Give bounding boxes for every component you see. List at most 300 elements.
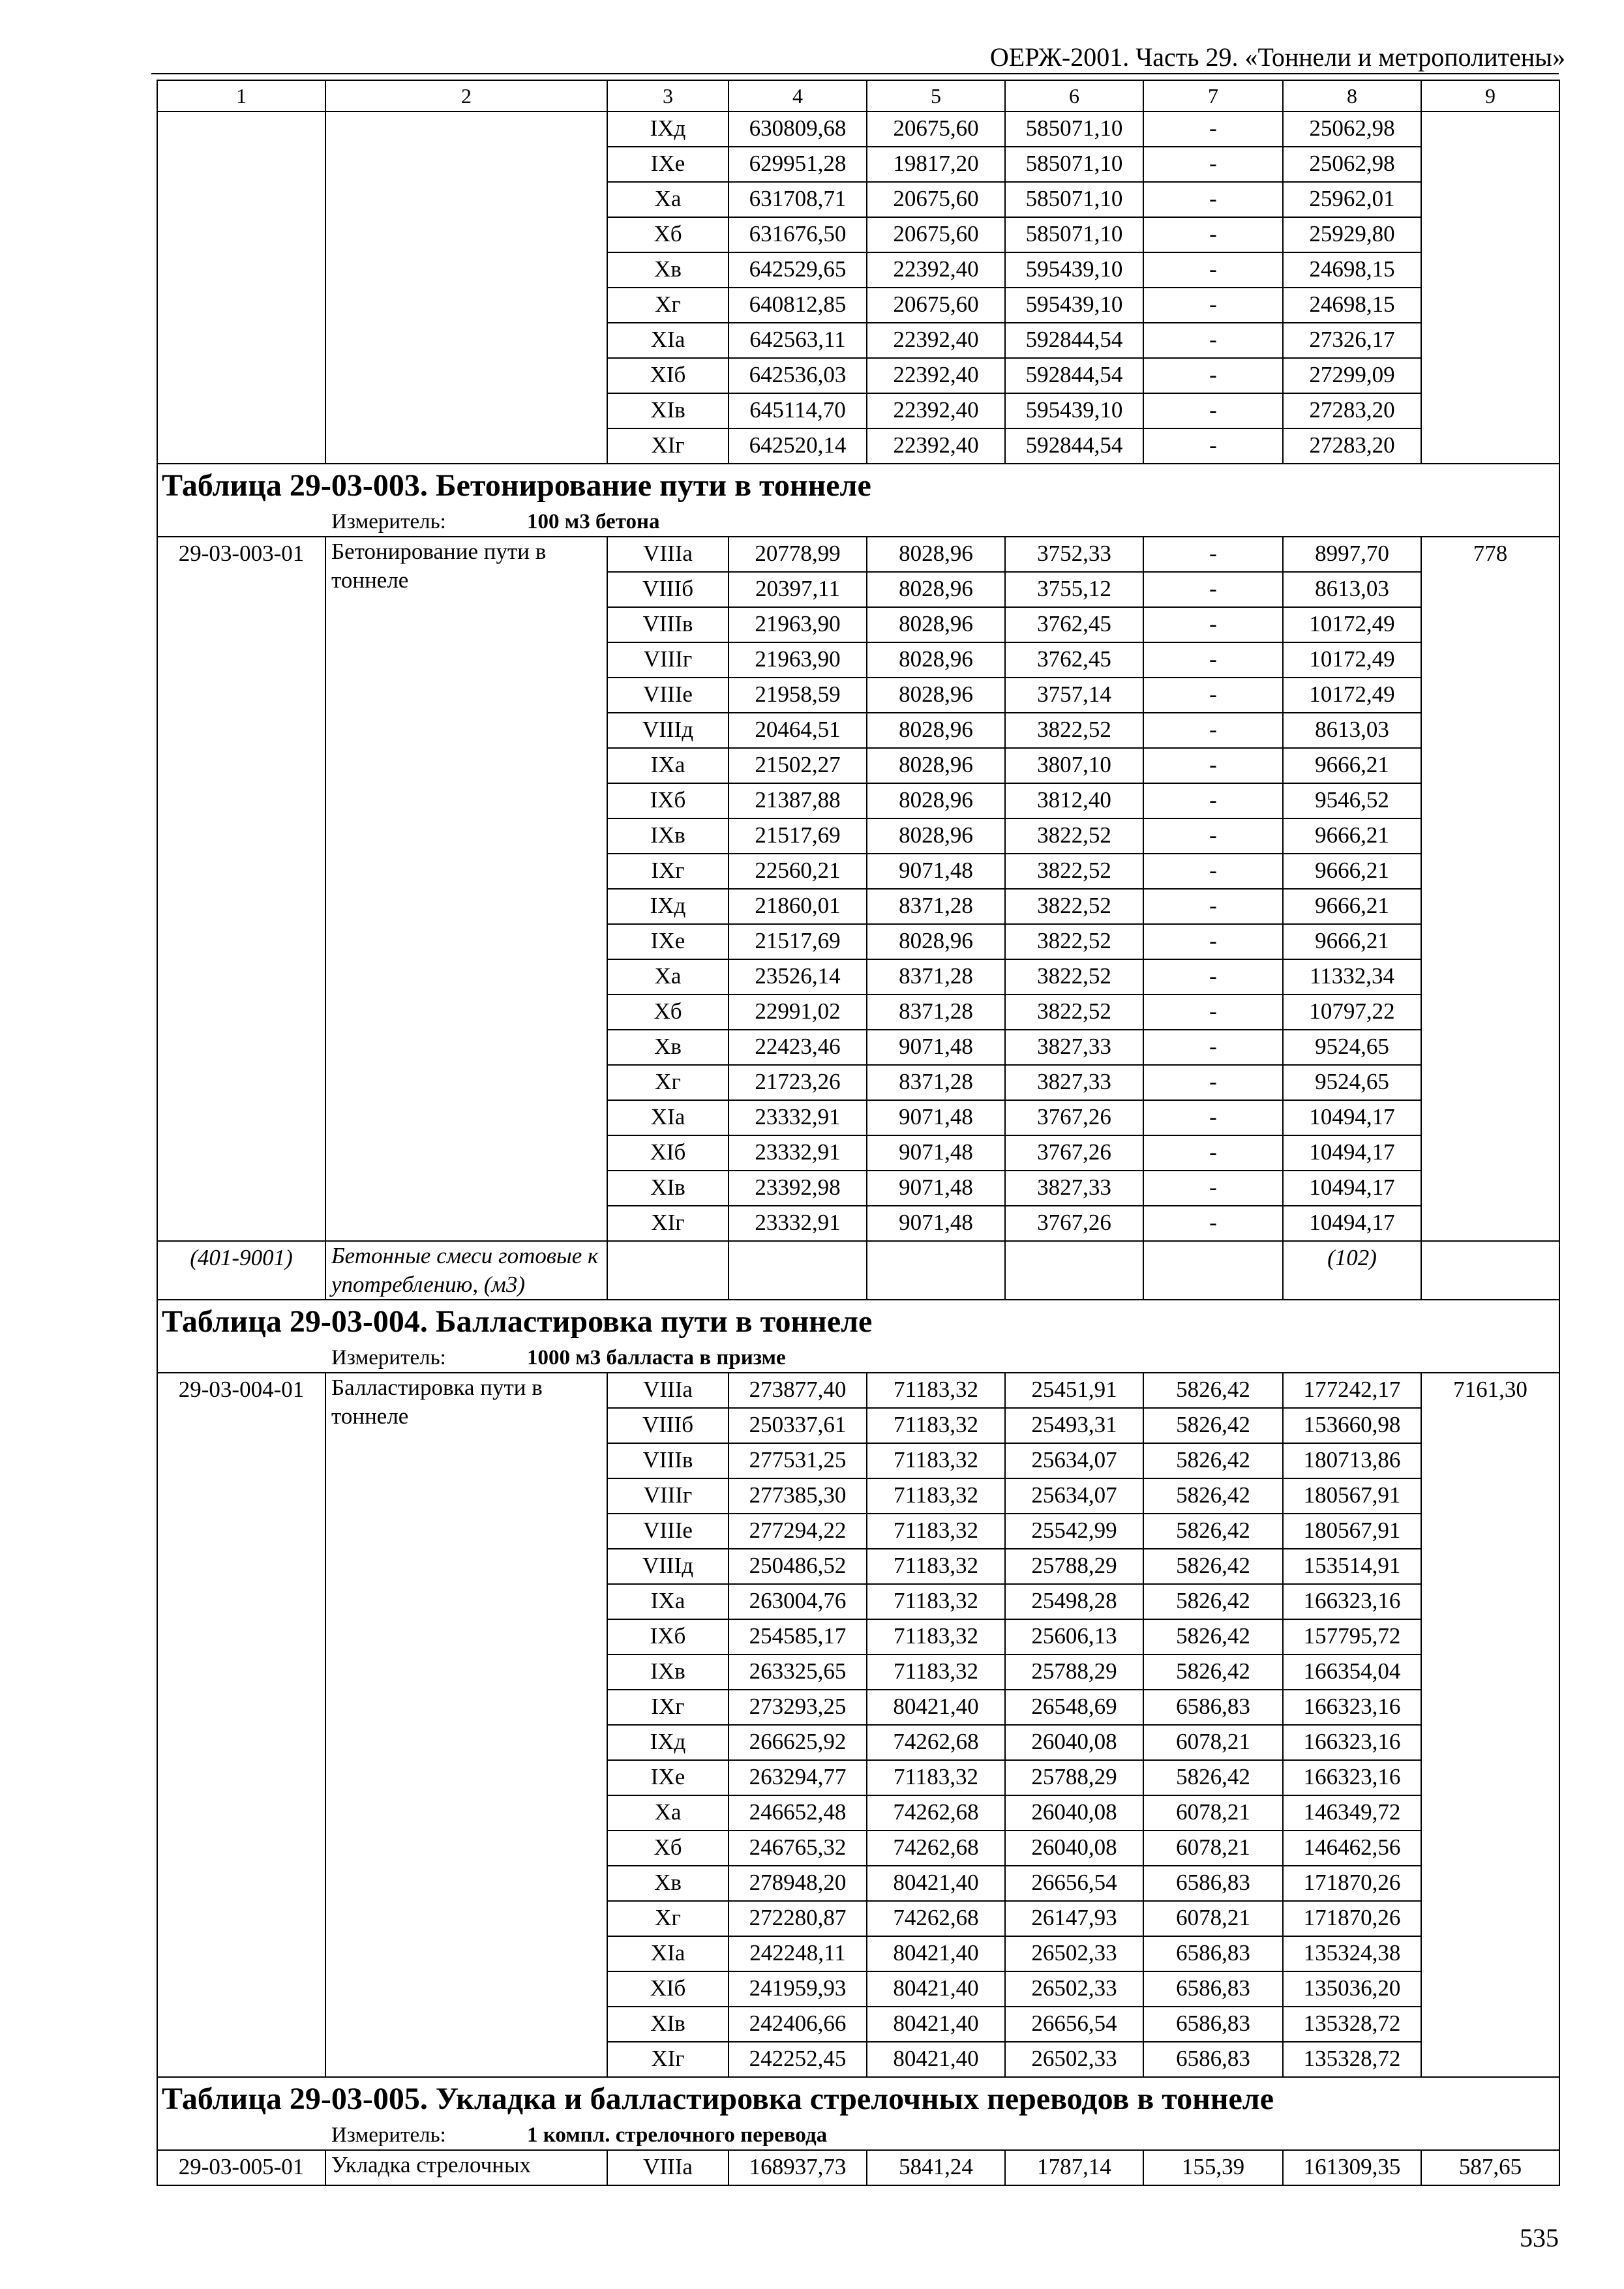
- materials-cell: 24698,15: [1283, 288, 1421, 323]
- drivers-wages-cell: -: [1143, 537, 1283, 572]
- drivers-wages-cell: -: [1143, 323, 1283, 358]
- table-row: [157, 537, 1559, 572]
- code-cell: [157, 112, 325, 464]
- zone-cell: XIв: [607, 1171, 729, 1206]
- zone-cell: IXe: [607, 147, 729, 182]
- machines-cell: 3755,12: [1005, 572, 1143, 607]
- drivers-wages-cell: -: [1143, 288, 1283, 323]
- drivers-wages-cell: -: [1143, 1171, 1283, 1206]
- measure-cell: [157, 507, 1559, 537]
- measure-value: 1000 м3 балласта в призме: [527, 1346, 786, 1369]
- total-cost-cell: 23332,91: [729, 1100, 867, 1135]
- drivers-wages-cell: -: [1143, 393, 1283, 428]
- materials-cell: 166323,16: [1283, 1584, 1421, 1619]
- drivers-wages-cell: -: [1143, 995, 1283, 1030]
- zone-cell: VIIIв: [607, 1443, 729, 1478]
- drivers-wages-cell: -: [1143, 572, 1283, 607]
- wages-cell: 8028,96: [867, 642, 1005, 678]
- drivers-wages-cell: -: [1143, 642, 1283, 678]
- zone-cell: IXд: [607, 889, 729, 924]
- total-cost-cell: 242406,66: [729, 2007, 867, 2042]
- machines-cell: 3822,52: [1005, 995, 1143, 1030]
- machines-cell: 3822,52: [1005, 818, 1143, 854]
- wages-cell: 71183,32: [867, 1443, 1005, 1478]
- drivers-wages-cell: -: [1143, 1030, 1283, 1065]
- drivers-wages-cell: 5826,42: [1143, 1760, 1283, 1795]
- machines-cell: 3822,52: [1005, 924, 1143, 959]
- total-cost-cell: 22560,21: [729, 854, 867, 889]
- zone-cell: Xг: [607, 288, 729, 323]
- machines-cell: 26502,33: [1005, 1936, 1143, 1971]
- total-cost-cell: 21958,59: [729, 678, 867, 713]
- machines-cell: 25542,99: [1005, 1514, 1143, 1549]
- machines-cell: 3767,26: [1005, 1135, 1143, 1171]
- zone-cell: Xa: [607, 182, 729, 217]
- materials-cell: 9666,21: [1283, 924, 1421, 959]
- materials-cell: 27326,17: [1283, 323, 1421, 358]
- empty-cell: [729, 1241, 867, 1300]
- drivers-wages-cell: 6078,21: [1143, 1901, 1283, 1936]
- total-cost-cell: 22991,02: [729, 995, 867, 1030]
- machines-cell: 26656,54: [1005, 2007, 1143, 2042]
- drivers-wages-cell: 5826,42: [1143, 1373, 1283, 1408]
- table-row: [157, 2150, 1559, 2185]
- rates-table: [157, 80, 1560, 2186]
- total-cost-cell: 250486,52: [729, 1549, 867, 1584]
- drivers-wages-cell: -: [1143, 959, 1283, 995]
- drivers-wages-cell: -: [1143, 112, 1283, 147]
- materials-cell: 166323,16: [1283, 1690, 1421, 1725]
- wages-cell: 8371,28: [867, 995, 1005, 1030]
- wages-cell: 71183,32: [867, 1619, 1005, 1654]
- machines-cell: 595439,10: [1005, 393, 1143, 428]
- wages-cell: 20675,60: [867, 217, 1005, 252]
- machines-cell: 25788,29: [1005, 1760, 1143, 1795]
- total-cost-cell: 278948,20: [729, 1866, 867, 1901]
- materials-cell: 8613,03: [1283, 713, 1421, 748]
- total-cost-cell: 168937,73: [729, 2150, 867, 2185]
- machines-cell: 25634,07: [1005, 1443, 1143, 1478]
- total-cost-cell: 640812,85: [729, 288, 867, 323]
- wages-cell: 80421,40: [867, 1866, 1005, 1901]
- empty-cell: [1143, 1241, 1283, 1300]
- wages-cell: 74262,68: [867, 1795, 1005, 1831]
- drivers-wages-cell: 6078,21: [1143, 1795, 1283, 1831]
- drivers-wages-cell: 5826,42: [1143, 1408, 1283, 1443]
- drivers-wages-cell: -: [1143, 783, 1283, 818]
- drivers-wages-cell: -: [1143, 713, 1283, 748]
- machines-cell: 25634,07: [1005, 1478, 1143, 1514]
- total-cost-cell: 273877,40: [729, 1373, 867, 1408]
- column-number: 7: [1143, 80, 1283, 112]
- wages-cell: 71183,32: [867, 1514, 1005, 1549]
- materials-cell: 166323,16: [1283, 1760, 1421, 1795]
- materials-cell: 10172,49: [1283, 678, 1421, 713]
- table-row: [157, 1373, 1559, 1408]
- materials-cell: 27283,20: [1283, 428, 1421, 464]
- total-cost-cell: 21517,69: [729, 924, 867, 959]
- zone-cell: XIг: [607, 2042, 729, 2077]
- zone-cell: Xв: [607, 1866, 729, 1901]
- column-number: 2: [325, 80, 607, 112]
- zone-cell: VIIIд: [607, 713, 729, 748]
- total-cost-cell: 22423,46: [729, 1030, 867, 1065]
- total-cost-cell: 629951,28: [729, 147, 867, 182]
- zone-cell: XIв: [607, 2007, 729, 2042]
- wages-cell: 80421,40: [867, 1936, 1005, 1971]
- drivers-wages-cell: -: [1143, 217, 1283, 252]
- drivers-wages-cell: -: [1143, 182, 1283, 217]
- materials-cell: 9666,21: [1283, 854, 1421, 889]
- materials-cell: 10494,17: [1283, 1135, 1421, 1171]
- column-number: 3: [607, 80, 729, 112]
- machines-cell: 25606,13: [1005, 1619, 1143, 1654]
- materials-cell: 135036,20: [1283, 1971, 1421, 2007]
- name-cell: Бетонирование пути в тоннеле: [325, 537, 607, 1241]
- machines-cell: 1787,14: [1005, 2150, 1143, 2185]
- materials-cell: 10172,49: [1283, 607, 1421, 642]
- wages-cell: 22392,40: [867, 428, 1005, 464]
- materials-cell: 166354,04: [1283, 1654, 1421, 1690]
- zone-cell: Xб: [607, 995, 729, 1030]
- total-cost-cell: 23332,91: [729, 1135, 867, 1171]
- zone-cell: Xв: [607, 1030, 729, 1065]
- materials-cell: 177242,17: [1283, 1373, 1421, 1408]
- name-cell: [325, 112, 607, 464]
- materials-cell: 27283,20: [1283, 393, 1421, 428]
- drivers-wages-cell: 6586,83: [1143, 1690, 1283, 1725]
- total-cost-cell: 631708,71: [729, 182, 867, 217]
- materials-cell: 166323,16: [1283, 1725, 1421, 1760]
- wages-cell: 8371,28: [867, 1065, 1005, 1100]
- machines-cell: 3822,52: [1005, 959, 1143, 995]
- wages-cell: 9071,48: [867, 1135, 1005, 1171]
- materials-cell: 24698,15: [1283, 252, 1421, 288]
- machines-cell: 585071,10: [1005, 147, 1143, 182]
- drivers-wages-cell: -: [1143, 1135, 1283, 1171]
- page-header: ОЕРЖ-2001. Часть 29. «Тоннели и метрополитены»: [989, 42, 1565, 72]
- labor-cell: 778: [1421, 537, 1559, 1241]
- zone-cell: XIб: [607, 358, 729, 393]
- column-number: 1: [157, 80, 325, 112]
- drivers-wages-cell: -: [1143, 1065, 1283, 1100]
- drivers-wages-cell: -: [1143, 252, 1283, 288]
- total-cost-cell: 23332,91: [729, 1206, 867, 1241]
- total-cost-cell: 642529,65: [729, 252, 867, 288]
- wages-cell: 74262,68: [867, 1725, 1005, 1760]
- total-cost-cell: 272280,87: [729, 1901, 867, 1936]
- zone-cell: Xг: [607, 1901, 729, 1936]
- materials-cell: 146462,56: [1283, 1831, 1421, 1866]
- code-cell: 29-03-004-01: [157, 1373, 325, 2077]
- materials-cell: 25929,80: [1283, 217, 1421, 252]
- section-title: Таблица 29-03-004. Балластировка пути в тоннеле: [157, 1300, 1559, 1343]
- materials-cell: 9546,52: [1283, 783, 1421, 818]
- materials-cell: 10494,17: [1283, 1171, 1421, 1206]
- machines-cell: 595439,10: [1005, 288, 1143, 323]
- column-number: 9: [1421, 80, 1559, 112]
- drivers-wages-cell: -: [1143, 147, 1283, 182]
- empty-cell: [1005, 1241, 1143, 1300]
- drivers-wages-cell: 6586,83: [1143, 2042, 1283, 2077]
- total-cost-cell: 277294,22: [729, 1514, 867, 1549]
- wages-cell: 9071,48: [867, 1100, 1005, 1135]
- measure-value: 1 компл. стрелочного перевода: [527, 2123, 828, 2147]
- drivers-wages-cell: 155,39: [1143, 2150, 1283, 2185]
- zone-cell: IXe: [607, 924, 729, 959]
- zone-cell: Xг: [607, 1065, 729, 1100]
- materials-cell: 171870,26: [1283, 1866, 1421, 1901]
- wages-cell: 8028,96: [867, 537, 1005, 572]
- measure-label: Измеритель:: [331, 510, 446, 533]
- materials-cell: 157795,72: [1283, 1619, 1421, 1654]
- wages-cell: 9071,48: [867, 854, 1005, 889]
- materials-cell: 153660,98: [1283, 1408, 1421, 1443]
- total-cost-cell: 642563,11: [729, 323, 867, 358]
- measure-row: [157, 1343, 1559, 1373]
- drivers-wages-cell: -: [1143, 607, 1283, 642]
- total-cost-cell: 21963,90: [729, 607, 867, 642]
- materials-cell: 10172,49: [1283, 642, 1421, 678]
- materials-cell: 135328,72: [1283, 2007, 1421, 2042]
- wages-cell: 22392,40: [867, 393, 1005, 428]
- zone-cell: IXa: [607, 748, 729, 783]
- name-cell: Укладка стрелочных: [325, 2150, 607, 2185]
- measure-cell: [157, 1343, 1559, 1373]
- total-cost-cell: 631676,50: [729, 217, 867, 252]
- machines-cell: 26502,33: [1005, 2042, 1143, 2077]
- section-title-row: [157, 1300, 1559, 1343]
- resource-value: (102): [1283, 1241, 1421, 1300]
- column-number: 4: [729, 80, 867, 112]
- drivers-wages-cell: -: [1143, 358, 1283, 393]
- wages-cell: 8028,96: [867, 572, 1005, 607]
- materials-cell: 25062,98: [1283, 147, 1421, 182]
- total-cost-cell: 242252,45: [729, 2042, 867, 2077]
- machines-cell: 592844,54: [1005, 428, 1143, 464]
- total-cost-cell: 246765,32: [729, 1831, 867, 1866]
- empty-cell: [607, 1241, 729, 1300]
- machines-cell: 585071,10: [1005, 217, 1143, 252]
- machines-cell: 3822,52: [1005, 713, 1143, 748]
- drivers-wages-cell: 6078,21: [1143, 1831, 1283, 1866]
- section-title: Таблица 29-03-005. Укладка и балластировка стрелочных переводов в тоннеле: [157, 2077, 1559, 2121]
- wages-cell: 71183,32: [867, 1408, 1005, 1443]
- wages-cell: 8028,96: [867, 924, 1005, 959]
- wages-cell: 71183,32: [867, 1654, 1005, 1690]
- wages-cell: 8028,96: [867, 678, 1005, 713]
- zone-cell: IXд: [607, 1725, 729, 1760]
- total-cost-cell: 246652,48: [729, 1795, 867, 1831]
- resource-name: Бетонные смеси готовые к употреблению, (м3): [325, 1241, 607, 1300]
- labor-cell: 587,65: [1421, 2150, 1559, 2185]
- name-cell: Балластировка пути в тоннеле: [325, 1373, 607, 2077]
- wages-cell: 80421,40: [867, 2042, 1005, 2077]
- total-cost-cell: 273293,25: [729, 1690, 867, 1725]
- materials-cell: 153514,91: [1283, 1549, 1421, 1584]
- total-cost-cell: 23526,14: [729, 959, 867, 995]
- materials-cell: 135328,72: [1283, 2042, 1421, 2077]
- machines-cell: 3822,52: [1005, 889, 1143, 924]
- drivers-wages-cell: 5826,42: [1143, 1584, 1283, 1619]
- zone-cell: XIб: [607, 1135, 729, 1171]
- section-title: Таблица 29-03-003. Бетонирование пути в тоннеле: [157, 464, 1559, 507]
- zone-cell: XIa: [607, 1936, 729, 1971]
- wages-cell: 19817,20: [867, 147, 1005, 182]
- column-number: 8: [1283, 80, 1421, 112]
- wages-cell: 8371,28: [867, 889, 1005, 924]
- machines-cell: 3807,10: [1005, 748, 1143, 783]
- wages-cell: 9071,48: [867, 1171, 1005, 1206]
- labor-cell: 7161,30: [1421, 1373, 1559, 2077]
- drivers-wages-cell: 6586,83: [1143, 2007, 1283, 2042]
- total-cost-cell: 21723,26: [729, 1065, 867, 1100]
- total-cost-cell: 21963,90: [729, 642, 867, 678]
- wages-cell: 71183,32: [867, 1373, 1005, 1408]
- materials-cell: 135324,38: [1283, 1936, 1421, 1971]
- total-cost-cell: 645114,70: [729, 393, 867, 428]
- zone-cell: IXг: [607, 1690, 729, 1725]
- zone-cell: Xб: [607, 217, 729, 252]
- drivers-wages-cell: -: [1143, 678, 1283, 713]
- wages-cell: 80421,40: [867, 1690, 1005, 1725]
- drivers-wages-cell: -: [1143, 748, 1283, 783]
- materials-cell: 180713,86: [1283, 1443, 1421, 1478]
- zone-cell: VIIIг: [607, 1478, 729, 1514]
- zone-cell: IXв: [607, 818, 729, 854]
- materials-cell: 8613,03: [1283, 572, 1421, 607]
- drivers-wages-cell: -: [1143, 1206, 1283, 1241]
- zone-cell: IXг: [607, 854, 729, 889]
- materials-cell: 9666,21: [1283, 748, 1421, 783]
- total-cost-cell: 254585,17: [729, 1619, 867, 1654]
- measure-row: [157, 507, 1559, 537]
- machines-cell: 3827,33: [1005, 1065, 1143, 1100]
- zone-cell: IXe: [607, 1760, 729, 1795]
- wages-cell: 80421,40: [867, 1971, 1005, 2007]
- wages-cell: 8028,96: [867, 818, 1005, 854]
- machines-cell: 585071,10: [1005, 112, 1143, 147]
- wages-cell: 71183,32: [867, 1760, 1005, 1795]
- machines-cell: 3757,14: [1005, 678, 1143, 713]
- empty-cell: [867, 1241, 1005, 1300]
- column-numbers-row: [157, 80, 1559, 112]
- labor-cell: [1421, 112, 1559, 464]
- zone-cell: IXб: [607, 1619, 729, 1654]
- wages-cell: 20675,60: [867, 288, 1005, 323]
- zone-cell: VIIIб: [607, 1408, 729, 1443]
- zone-cell: VIIIд: [607, 1549, 729, 1584]
- drivers-wages-cell: 6586,83: [1143, 1971, 1283, 2007]
- machines-cell: 26040,08: [1005, 1795, 1143, 1831]
- machines-cell: 25451,91: [1005, 1373, 1143, 1408]
- materials-cell: 9666,21: [1283, 818, 1421, 854]
- zone-cell: Xб: [607, 1831, 729, 1866]
- zone-cell: VIIIa: [607, 1373, 729, 1408]
- drivers-wages-cell: -: [1143, 854, 1283, 889]
- wages-cell: 74262,68: [867, 1901, 1005, 1936]
- machines-cell: 585071,10: [1005, 182, 1143, 217]
- wages-cell: 71183,32: [867, 1549, 1005, 1584]
- machines-cell: 3812,40: [1005, 783, 1143, 818]
- machines-cell: 3767,26: [1005, 1206, 1143, 1241]
- total-cost-cell: 263325,65: [729, 1654, 867, 1690]
- drivers-wages-cell: 6078,21: [1143, 1725, 1283, 1760]
- zone-cell: XIa: [607, 1100, 729, 1135]
- wages-cell: 9071,48: [867, 1030, 1005, 1065]
- zone-cell: VIIIг: [607, 642, 729, 678]
- total-cost-cell: 630809,68: [729, 112, 867, 147]
- drivers-wages-cell: 5826,42: [1143, 1478, 1283, 1514]
- total-cost-cell: 21387,88: [729, 783, 867, 818]
- resource-row: [157, 1241, 1559, 1300]
- zone-cell: VIIIв: [607, 607, 729, 642]
- measure-value: 100 м3 бетона: [527, 510, 660, 533]
- total-cost-cell: 21502,27: [729, 748, 867, 783]
- zone-cell: XIб: [607, 1971, 729, 2007]
- total-cost-cell: 21860,01: [729, 889, 867, 924]
- wages-cell: 71183,32: [867, 1478, 1005, 1514]
- drivers-wages-cell: 5826,42: [1143, 1619, 1283, 1654]
- drivers-wages-cell: 5826,42: [1143, 1514, 1283, 1549]
- zone-cell: IXв: [607, 1654, 729, 1690]
- table-row: [157, 112, 1559, 147]
- materials-cell: 161309,35: [1283, 2150, 1421, 2185]
- machines-cell: 595439,10: [1005, 252, 1143, 288]
- column-number: 6: [1005, 80, 1143, 112]
- zone-cell: Xв: [607, 252, 729, 288]
- measure-label: Измеритель:: [331, 2123, 446, 2147]
- materials-cell: 8997,70: [1283, 537, 1421, 572]
- wages-cell: 8028,96: [867, 748, 1005, 783]
- materials-cell: 27299,09: [1283, 358, 1421, 393]
- total-cost-cell: 21517,69: [729, 818, 867, 854]
- drivers-wages-cell: 5826,42: [1143, 1549, 1283, 1584]
- wages-cell: 20675,60: [867, 182, 1005, 217]
- total-cost-cell: 277385,30: [729, 1478, 867, 1514]
- wages-cell: 74262,68: [867, 1831, 1005, 1866]
- drivers-wages-cell: -: [1143, 818, 1283, 854]
- wages-cell: 20675,60: [867, 112, 1005, 147]
- total-cost-cell: 241959,93: [729, 1971, 867, 2007]
- machines-cell: 3827,33: [1005, 1030, 1143, 1065]
- machines-cell: 3827,33: [1005, 1171, 1143, 1206]
- zone-cell: Xa: [607, 1795, 729, 1831]
- machines-cell: 26548,69: [1005, 1690, 1143, 1725]
- wages-cell: 71183,32: [867, 1584, 1005, 1619]
- total-cost-cell: 20464,51: [729, 713, 867, 748]
- header-rule: [151, 73, 1559, 74]
- column-number: 5: [867, 80, 1005, 112]
- empty-cell: [1421, 1241, 1559, 1300]
- zone-cell: VIIIa: [607, 2150, 729, 2185]
- materials-cell: 10494,17: [1283, 1100, 1421, 1135]
- drivers-wages-cell: -: [1143, 889, 1283, 924]
- page-number: 535: [1520, 2223, 1559, 2252]
- total-cost-cell: 642536,03: [729, 358, 867, 393]
- zone-cell: XIa: [607, 323, 729, 358]
- zone-cell: IXд: [607, 112, 729, 147]
- wages-cell: 22392,40: [867, 358, 1005, 393]
- materials-cell: 9524,65: [1283, 1030, 1421, 1065]
- machines-cell: 26040,08: [1005, 1725, 1143, 1760]
- machines-cell: 26656,54: [1005, 1866, 1143, 1901]
- total-cost-cell: 242248,11: [729, 1936, 867, 1971]
- materials-cell: 9524,65: [1283, 1065, 1421, 1100]
- zone-cell: XIг: [607, 1206, 729, 1241]
- zone-cell: Xa: [607, 959, 729, 995]
- wages-cell: 8371,28: [867, 959, 1005, 995]
